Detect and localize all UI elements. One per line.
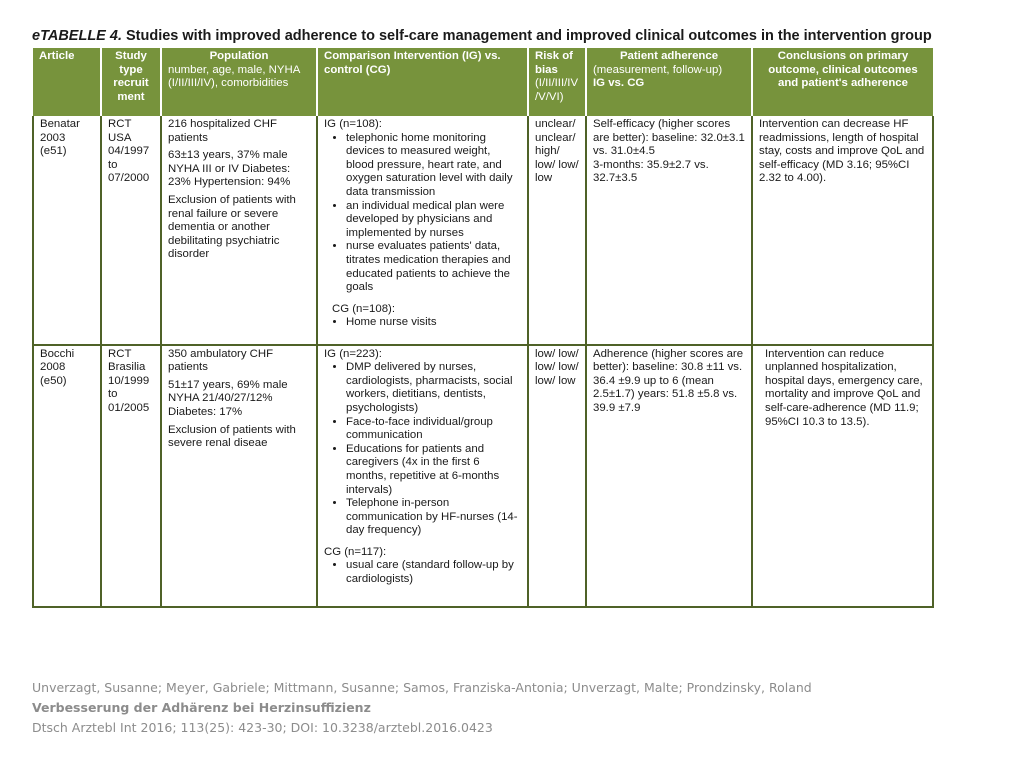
cg-label: CG (n=108): [332,302,395,315]
footer-authors: Unverzagt, Susanne; Meyer, Gabriele; Mittmann, Susanne; Samos, Franziska-Antonia; Unverzagt, Malte; Prondzinsky, Roland [32,680,812,695]
cell-conclusion: Intervention can reduce unplanned hospitalization, hospital days, emergency care, mortality and improve QoL and self-care-adherence (MD 11.9; 95%CI 10.3 to 13.5). [752,345,933,607]
adherence-line: Self-efficacy (higher scores are better): baseline: 32.0±3.1 vs. 31.0±4.5 [593,118,745,158]
header-risk: Risk of bias (I/II/III/IV /V/VI) [528,48,586,116]
header-adherence: Patient adherence (measurement, follow-up) IG vs. CG [586,48,752,116]
adherence-line: 3-months: 35.9±2.7 vs. 32.7±3.5 [593,158,709,185]
population-line: 216 hospitalized CHF patients [168,118,277,144]
cg-label: CG (n=117): [324,545,387,558]
header-population-sub: number, age, male, NYHA (I/II/III/IV), comorbidities [168,63,300,90]
adherence-line: Adherence (higher scores are better): baseline: 30.8 ±11 vs. 36.4 ±9.9 up to 6 (mean 2.5±1.7) years: 51.8 ±5.8 vs. 39.9 ±7.9 [593,347,744,414]
cell-article: Benatar 2003 (e51) [33,116,101,345]
list-item: • usual care (standard follow-up by cardiologists) [346,559,521,586]
cg-list [324,559,521,586]
header-conclusions: Conclusions on primary outcome, clinical outcomes and patient's adherence [752,48,933,116]
cell-comparison [317,345,528,607]
header-risk-sub: (I/II/III/IV /V/VI) [535,77,579,103]
population-line: 51±17 years, 69% male NYHA 21/40/27/12% Diabetes: 17% [168,378,288,418]
list-item: • Educations for patients and caregivers (4x in the first 6 months, repetitive at 6-months intervals) [346,443,521,497]
population-line: Exclusion of patients with renal failure or severe dementia or another debilitating psychiatric disorder [168,193,296,261]
studies-table [32,48,934,608]
population-line: 350 ambulatory CHF patients [168,347,274,374]
table-title-prefix: eTABELLE 4. [32,28,122,44]
list-item: • Telephone in-person communication by HF-nurses (14-day frequency) [346,497,521,538]
ig-list [324,361,521,538]
header-adherence-sub2: IG vs. CG [593,77,645,90]
ig-list [324,132,521,295]
population-line: 63±13 years, 37% male NYHA III or IV Diabetes: 23% Hypertension: 94% [168,149,291,189]
cell-risk: unclear/ unclear/ high/ low/ low/ low [528,116,586,345]
list-item: • Home nurse visits [346,316,521,330]
ig-label: IG (n=223): [324,347,382,360]
list-item: • an individual medical plan were developed by physicians and implemented by nurses [346,200,521,241]
header-comparison: Comparison Intervention (IG) vs. control (CG) [317,48,528,116]
cell-conclusion: Intervention can decrease HF readmissions, length of hospital stay, costs and improve QoL and self-efficacy (MD 3.16; 95%CI 2.32 to 4.00). [752,116,933,345]
header-population: Population number, age, male, NYHA (I/II/III/IV), comorbidities [161,48,317,116]
cell-population [161,116,317,345]
table-title-text: Studies with improved adherence to self-care management and improved clinical outcomes in the intervention group [126,28,932,44]
population-line: Exclusion of patients with severe renal diseae [168,423,296,450]
header-adherence-sub: (measurement, follow-up) [593,63,723,76]
cell-adherence [586,345,752,607]
table-row [33,345,933,607]
header-article: Article [33,48,101,116]
table-row [33,116,933,345]
cg-list [324,316,521,330]
list-item: • DMP delivered by nurses, cardiologists, pharmacists, social workers, dietitians, dentists, psychologists) [346,361,521,415]
ig-label: IG (n=108): [324,118,382,130]
citation-footer [32,678,812,738]
header-study-type: Study type recruit ment [101,48,161,116]
cell-adherence [586,116,752,345]
cell-risk: low/ low/ low/ low/ low/ low [528,345,586,607]
header-row [33,48,933,116]
cell-study-type: RCT Brasilia 10/1999 to 01/2005 [101,345,161,607]
cell-study-type: RCT USA 04/1997 to 07/2000 [101,116,161,345]
list-item: • Face-to-face individual/group communication [346,416,521,443]
footer-citation: Dtsch Arztebl Int 2016; 113(25): 423-30; DOI: 10.3238/arztebl.2016.0423 [32,720,493,735]
list-item: • nurse evaluates patients' data, titrates medication therapies and educated patients to achieve the goals [346,240,521,294]
cell-population [161,345,317,607]
table-title [32,28,932,44]
cell-comparison [317,116,528,345]
cell-article: Bocchi 2008 (e50) [33,345,101,607]
footer-article-title: Verbesserung der Adhärenz bei Herzinsuffizienz [32,700,371,715]
list-item: • telephonic home monitoring devices to measured weight, blood pressure, heart rate, and oxygen saturation level with daily data transmission [346,132,521,200]
